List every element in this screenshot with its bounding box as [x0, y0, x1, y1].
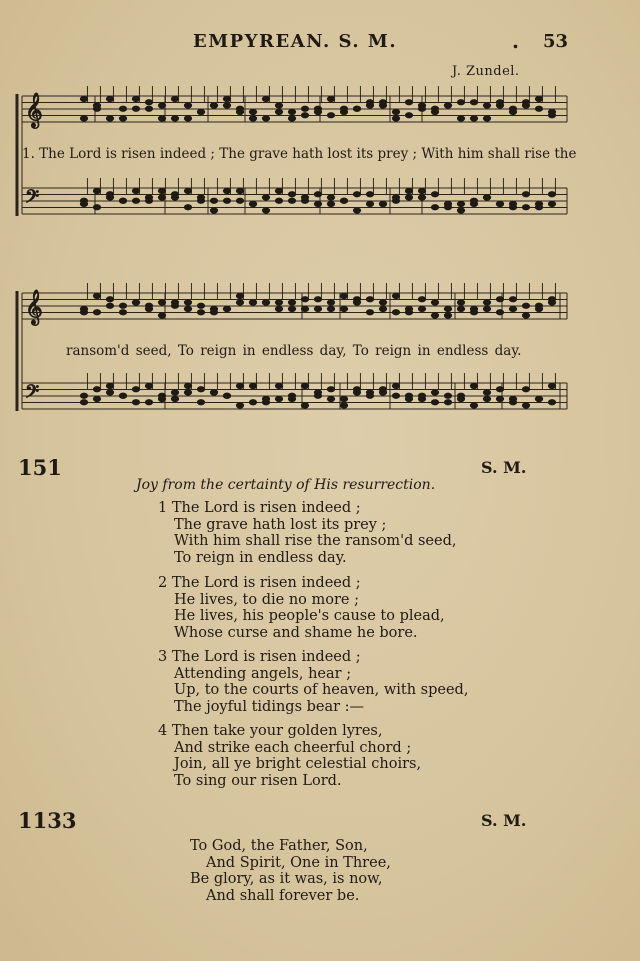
note-head: [509, 205, 516, 210]
hymn-number-151: 151: [18, 455, 62, 480]
note-head: [470, 100, 477, 105]
note-head: [119, 393, 126, 398]
note-head: [132, 188, 139, 193]
note-head: [93, 205, 100, 210]
note-head: [275, 198, 282, 203]
note-head: [548, 383, 555, 388]
bass-clef-icon: 𝄢: [25, 187, 40, 212]
bass-clef-icon: 𝄢: [25, 382, 40, 407]
note-head: [379, 306, 386, 311]
note-head: [457, 300, 464, 305]
note-head: [327, 396, 334, 401]
note-head: [132, 96, 139, 101]
doxology-stanza: [190, 838, 391, 904]
stanza-line: With him shall rise the ransom'd seed,: [174, 533, 457, 550]
note-head: [431, 205, 438, 210]
note-head: [262, 208, 269, 213]
note-head: [80, 96, 87, 101]
note-head: [288, 396, 295, 401]
note-head: [548, 201, 555, 206]
hymn-number-1133: 1133: [18, 808, 77, 833]
note-head: [275, 300, 282, 305]
note-head: [483, 116, 490, 121]
note-head: [392, 109, 399, 114]
lyric-line-1: 1. The Lord is risen indeed ; The grave hath lost its prey ; With him shall rise the: [22, 146, 577, 162]
note-head: [301, 306, 308, 311]
note-head: [249, 201, 256, 206]
note-head: [340, 306, 347, 311]
note-head: [379, 103, 386, 108]
note-head: [80, 310, 87, 315]
note-head: [275, 383, 282, 388]
note-head: [496, 396, 503, 401]
note-head: [80, 393, 87, 398]
note-head: [288, 300, 295, 305]
note-head: [275, 109, 282, 114]
note-head: [184, 300, 191, 305]
note-head: [353, 192, 360, 197]
note-head: [314, 109, 321, 114]
note-head: [236, 383, 243, 388]
note-head: [457, 100, 464, 105]
note-head: [431, 400, 438, 405]
note-head: [444, 393, 451, 398]
note-head: [106, 116, 113, 121]
note-head: [236, 403, 243, 408]
note-head: [470, 116, 477, 121]
note-head: [132, 106, 139, 111]
note-head: [132, 400, 139, 405]
note-head: [392, 293, 399, 298]
note-head: [509, 109, 516, 114]
note-head: [236, 293, 243, 298]
note-head: [548, 400, 555, 405]
note-head: [470, 310, 477, 315]
note-head: [210, 390, 217, 395]
note-head: [509, 306, 516, 311]
stanza-line: Be glory, as it was, is now,: [190, 871, 383, 888]
note-head: [275, 103, 282, 108]
note-head: [444, 205, 451, 210]
stanza-line: And Spirit, One in Three,: [206, 854, 391, 871]
stanza-line: Whose curse and shame he bore.: [174, 624, 418, 641]
note-head: [210, 103, 217, 108]
note-head: [236, 198, 243, 203]
note-head: [457, 116, 464, 121]
note-head: [457, 306, 464, 311]
note-head: [223, 198, 230, 203]
note-head: [93, 293, 100, 298]
note-head: [392, 310, 399, 315]
note-head: [444, 400, 451, 405]
note-head: [236, 300, 243, 305]
note-head: [327, 96, 334, 101]
note-head: [366, 297, 373, 302]
note-head: [145, 383, 152, 388]
note-head: [431, 106, 438, 111]
note-head: [496, 201, 503, 206]
note-head: [119, 106, 126, 111]
note-head: [288, 116, 295, 121]
note-head: [444, 103, 451, 108]
stanza-line: To reign in endless day.: [174, 549, 347, 566]
note-head: [80, 198, 87, 203]
note-head: [405, 188, 412, 193]
note-head: [145, 400, 152, 405]
note-head: [483, 103, 490, 108]
note-head: [184, 306, 191, 311]
note-head: [314, 297, 321, 302]
note-head: [327, 300, 334, 305]
note-head: [483, 390, 490, 395]
note-head: [431, 313, 438, 318]
note-head: [522, 192, 529, 197]
note-head: [327, 195, 334, 200]
note-head: [132, 300, 139, 305]
tune-title: EMPYREAN. S. M.: [193, 31, 398, 52]
note-head: [535, 303, 542, 308]
note-head: [184, 103, 191, 108]
stanza-line: He lives, to die no more ;: [174, 591, 359, 608]
note-head: [171, 396, 178, 401]
note-head: [171, 390, 178, 395]
note-head: [184, 205, 191, 210]
note-head: [457, 208, 464, 213]
stanza-2: [158, 575, 445, 641]
note-head: [145, 303, 152, 308]
note-head: [327, 113, 334, 118]
note-head: [431, 390, 438, 395]
note-head: [80, 400, 87, 405]
note-head: [340, 396, 347, 401]
note-head: [301, 403, 308, 408]
note-head: [418, 297, 425, 302]
stanza-line: And shall forever be.: [206, 887, 360, 904]
stanza-line: Up, to the courts of heaven, with speed,: [174, 682, 469, 699]
note-head: [184, 383, 191, 388]
note-head: [301, 113, 308, 118]
note-head: [158, 300, 165, 305]
note-head: [132, 198, 139, 203]
note-head: [80, 116, 87, 121]
note-head: [197, 400, 204, 405]
note-head: [249, 383, 256, 388]
composer-credit: J. Zundel.: [452, 64, 520, 79]
note-head: [444, 306, 451, 311]
note-head: [210, 208, 217, 213]
note-head: [431, 192, 438, 197]
note-head: [496, 103, 503, 108]
note-head: [93, 396, 100, 401]
note-head: [392, 393, 399, 398]
note-head: [457, 393, 464, 398]
stanza-line: Attending angels, hear ;: [174, 665, 352, 682]
note-head: [119, 310, 126, 315]
stanza-line: The grave hath lost its prey ;: [174, 516, 387, 533]
stanza-line: And strike each cheerful chord ;: [174, 739, 412, 756]
note-head: [522, 387, 529, 392]
note-head: [132, 387, 139, 392]
stanza-line: 1 The Lord is risen indeed ;: [158, 500, 361, 516]
note-head: [548, 192, 555, 197]
note-head: [275, 306, 282, 311]
note-head: [340, 198, 347, 203]
note-head: [106, 390, 113, 395]
note-head: [223, 393, 230, 398]
note-head: [301, 106, 308, 111]
note-head: [184, 116, 191, 121]
note-head: [197, 310, 204, 315]
note-head: [509, 400, 516, 405]
note-head: [171, 96, 178, 101]
note-head: [353, 106, 360, 111]
note-head: [93, 310, 100, 315]
note-head: [184, 188, 191, 193]
note-head: [314, 201, 321, 206]
note-head: [275, 396, 282, 401]
note-head: [223, 188, 230, 193]
lyric-line-2: ransom'd seed, To reign in endless day, To reign in endless day.: [66, 343, 522, 359]
note-head: [353, 300, 360, 305]
note-head: [535, 205, 542, 210]
note-head: [353, 208, 360, 213]
note-head: [392, 383, 399, 388]
hymn-1133-meter: S. M.: [481, 811, 527, 830]
stanza-line: The joyful tidings bear :—: [174, 698, 365, 715]
note-head: [197, 195, 204, 200]
note-head: [392, 116, 399, 121]
note-head: [314, 306, 321, 311]
stanza-line: To God, the Father, Son,: [190, 838, 368, 854]
note-head: [366, 103, 373, 108]
note-head: [535, 96, 542, 101]
note-head: [106, 195, 113, 200]
note-head: [405, 100, 412, 105]
stanza-line: 3 The Lord is risen indeed ;: [158, 649, 361, 665]
note-head: [145, 106, 152, 111]
note-head: [418, 103, 425, 108]
note-head: [262, 195, 269, 200]
note-head: [93, 387, 100, 392]
stanza-line: He lives, his people's cause to plead,: [174, 608, 445, 625]
note-head: [522, 205, 529, 210]
page-number: 53: [543, 31, 569, 52]
note-head: [327, 306, 334, 311]
note-head: [379, 300, 386, 305]
note-head: [496, 297, 503, 302]
hymn-151-subtitle: Joy from the certainty of His resurrection.: [136, 477, 436, 493]
note-head: [93, 103, 100, 108]
note-head: [431, 300, 438, 305]
note-head: [275, 188, 282, 193]
treble-clef-icon: 𝄞: [25, 290, 43, 325]
note-head: [197, 303, 204, 308]
note-head: [522, 303, 529, 308]
note-head: [158, 313, 165, 318]
note-head: [197, 387, 204, 392]
note-head: [522, 103, 529, 108]
note-head: [366, 310, 373, 315]
note-head: [327, 201, 334, 206]
note-head: [457, 201, 464, 206]
note-head: [158, 396, 165, 401]
hymn-151-meter: S. M.: [481, 458, 527, 477]
note-head: [418, 306, 425, 311]
note-head: [262, 400, 269, 405]
note-head: [301, 195, 308, 200]
note-head: [171, 195, 178, 200]
note-head: [171, 303, 178, 308]
note-head: [483, 396, 490, 401]
note-head: [171, 116, 178, 121]
treble-clef-icon: 𝄞: [25, 93, 43, 128]
note-head: [483, 306, 490, 311]
note-head: [158, 188, 165, 193]
note-head: [340, 403, 347, 408]
note-head: [301, 383, 308, 388]
note-head: [483, 195, 490, 200]
note-head: [340, 293, 347, 298]
note-head: [379, 390, 386, 395]
note-head: [288, 306, 295, 311]
note-head: [236, 106, 243, 111]
note-head: [145, 100, 152, 105]
note-head: [496, 387, 503, 392]
note-head: [288, 192, 295, 197]
note-head: [223, 306, 230, 311]
note-head: [405, 195, 412, 200]
note-head: [418, 188, 425, 193]
note-head: [249, 300, 256, 305]
note-head: [418, 396, 425, 401]
note-head: [340, 106, 347, 111]
note-head: [262, 300, 269, 305]
note-head: [418, 195, 425, 200]
note-head: [353, 390, 360, 395]
stanza-1: [158, 500, 456, 566]
note-head: [327, 387, 334, 392]
note-head: [470, 198, 477, 203]
note-head: [288, 198, 295, 203]
note-head: [522, 403, 529, 408]
note-head: [106, 96, 113, 101]
note-head: [145, 195, 152, 200]
note-head: [535, 106, 542, 111]
note-head: [301, 297, 308, 302]
note-head: [119, 116, 126, 121]
note-head: [93, 188, 100, 193]
note-head: [392, 195, 399, 200]
stanza-line: Join, all ye bright celestial choirs,: [174, 756, 422, 773]
note-head: [210, 310, 217, 315]
note-head: [366, 201, 373, 206]
note-head: [379, 201, 386, 206]
note-head: [158, 195, 165, 200]
note-head: [405, 113, 412, 118]
note-head: [106, 383, 113, 388]
note-head: [119, 303, 126, 308]
note-head: [548, 113, 555, 118]
note-head: [262, 96, 269, 101]
note-head: [119, 198, 126, 203]
note-head: [496, 310, 503, 315]
note-head: [210, 198, 217, 203]
header-separator: .: [512, 29, 519, 53]
note-head: [405, 310, 412, 315]
note-head: [262, 116, 269, 121]
stanza-line: To sing our risen Lord.: [174, 772, 342, 789]
note-head: [197, 109, 204, 114]
note-head: [314, 393, 321, 398]
note-head: [106, 303, 113, 308]
note-head: [509, 297, 516, 302]
note-head: [288, 109, 295, 114]
note-head: [535, 396, 542, 401]
note-head: [106, 297, 113, 302]
note-head: [483, 300, 490, 305]
note-head: [249, 400, 256, 405]
note-head: [405, 396, 412, 401]
note-head: [223, 96, 230, 101]
note-head: [184, 390, 191, 395]
stanza-4: [158, 723, 421, 789]
music-score: [0, 0, 640, 430]
stanza-line: 4 Then take your golden lyres,: [158, 723, 383, 739]
note-head: [314, 192, 321, 197]
note-head: [236, 188, 243, 193]
note-head: [366, 393, 373, 398]
note-head: [470, 403, 477, 408]
stanza-line: 2 The Lord is risen indeed ;: [158, 575, 361, 591]
note-head: [470, 383, 477, 388]
note-head: [548, 300, 555, 305]
note-head: [444, 313, 451, 318]
note-head: [249, 116, 256, 121]
note-head: [249, 109, 256, 114]
stanza-3: [158, 649, 468, 715]
note-head: [158, 103, 165, 108]
note-head: [223, 103, 230, 108]
note-head: [522, 313, 529, 318]
note-head: [158, 116, 165, 121]
note-head: [366, 192, 373, 197]
